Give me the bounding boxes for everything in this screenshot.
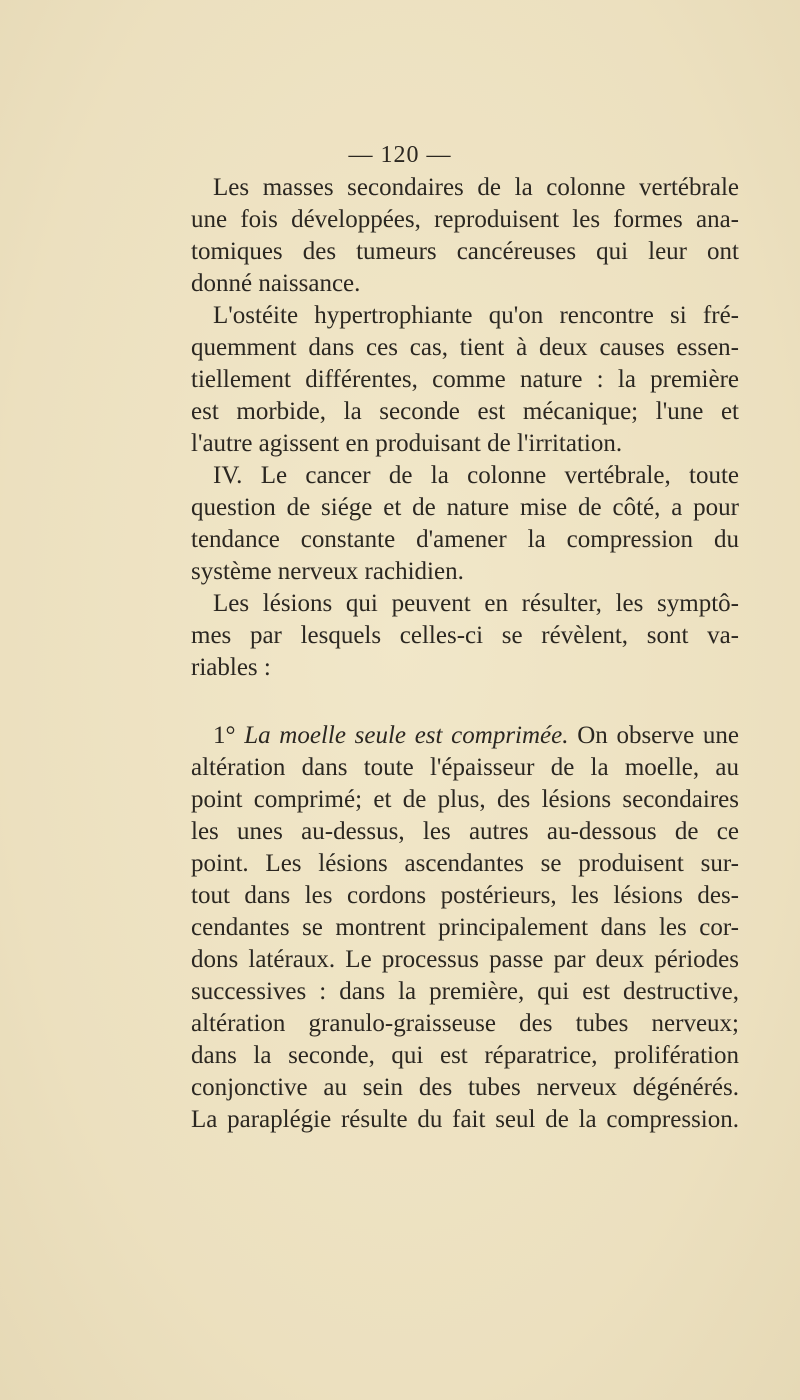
text-line: tout dans les cordons postérieurs, les lésions des- [191,882,739,909]
text-line: Les lésions qui peuvent en résulter, les symptô- [213,590,739,617]
section-title: La moelle seule est comprimée. [244,722,569,749]
text-line: les unes au-dessus, les autres au-dessous de ce [191,818,739,845]
page-number: — 120 — [348,142,452,168]
text-line: question de siége et de nature mise de côté, a pour [191,494,739,521]
text-line: L'ostéite hypertrophiante qu'on rencontre si fré- [213,302,739,329]
section-first-line [191,720,739,752]
text-line: riables : [191,654,271,681]
text-line: mes par lesquels celles-ci se révèlent, sont va- [191,622,739,649]
text-line: tiellement différentes, comme nature : la première [191,366,739,393]
text-line: IV. Le cancer de la colonne vertébrale, toute [213,462,739,489]
text-line: dans la seconde, qui est réparatrice, prolifération [191,1042,739,1069]
text-line: point. Les lésions ascendantes se produisent sur- [191,850,739,877]
text-line: Les masses secondaires de la colonne vertébrale [213,174,739,201]
text-line: successives : dans la première, qui est destructive, [191,978,739,1005]
text-line: dons latéraux. Le processus passe par deux périodes [191,946,739,973]
text-line: conjonctive au sein des tubes nerveux dégénérés. [191,1074,739,1101]
text-fragment: On observe une [577,722,739,749]
text-line: donné naissance. [191,270,361,297]
text-line: cendantes se montrent principalement dans les cor- [191,914,739,941]
text-line: tendance constante d'amener la compression du [191,526,739,553]
section-number: 1° [213,722,236,749]
text-line: altération granulo-graisseuse des tubes nerveux; [191,1010,739,1037]
text-line: est morbide, la seconde est mécanique; l'une et [191,398,739,425]
text-line: une fois développées, reproduisent les formes ana- [191,206,739,233]
text-line: point comprimé; et de plus, des lésions secondaires [191,786,739,813]
text-line: tomiques des tumeurs cancéreuses qui leur ont [191,238,739,265]
body-text [191,172,739,1136]
text-line: La paraplégie résulte du fait seul de la compression. [191,1106,739,1133]
text-line: quemment dans ces cas, tient à deux causes essen- [191,334,739,361]
text-line: l'autre agissent en produisant de l'irritation. [191,430,623,457]
text-line: système nerveux rachidien. [191,558,464,585]
text-line: altération dans toute l'épaisseur de la moelle, au [191,754,739,781]
